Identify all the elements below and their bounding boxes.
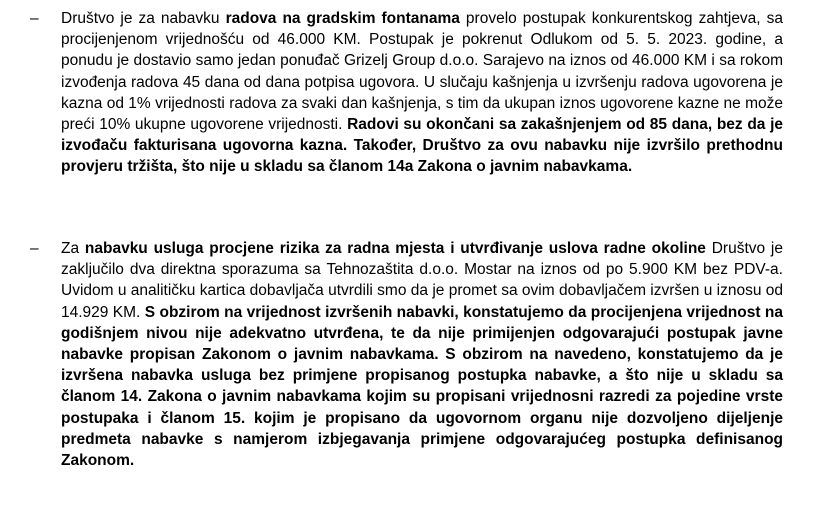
bullet-dash: – bbox=[30, 240, 39, 257]
bold-text-segment: radova na gradskim fontanama bbox=[225, 10, 460, 27]
bold-text-segment: nabavku usluga procjene rizika za radna mjesta i utvrđivanje uslova radne okoline bbox=[84, 240, 706, 257]
text-segment: Društvo je zaključilo dva direktna sporazuma sa Tehnozaštita d.o.o. Mostar na iznos od po 5.900 KM bez PDV-a. Uvidom u analitičku kartica dobavljača utvrdili smo da je promet sa ovim dobavljačem izvršen u iznosu od 14.929 KM. bbox=[61, 240, 783, 321]
paragraph-fountain-works bbox=[61, 8, 783, 178]
text-segment: Društvo je za nabavku bbox=[61, 10, 226, 27]
text-segment: Za bbox=[61, 240, 85, 257]
text-segment: provelo postupak konkurentskog zahtjeva, sa procijenjenom vrijednošću od 46.000 KM. Postupak je pokrenut Odlukom od 5. 5. 2023. godine, a ponudu je dostavio samo jedan ponuđač Grizelj Group d.o.o. Sarajevo na iznos od 46.000 KM i sa rokom izvođenja radova 45 dana od dana potpisa ugovora. U slučaju kašnjenja u izvršenju radova ugovorena je kazna od 1% vrijednosti radova za svaki dan kašnjenja, s tim da ukupan iznos ugovorene kazne ne može preći 10% ukupne ugovorene vrijednosti. bbox=[61, 10, 784, 134]
bullet-dash: – bbox=[30, 10, 39, 27]
paragraph-risk-assessment bbox=[61, 238, 783, 471]
bold-text-segment: S obzirom na vrijednost izvršenih nabavki, konstatujemo da procijenjena vrijednost na godišnjem nivou nije adekvatno utvrđena, te da nije primijenjen odgovarajući postupak javne nabavke propisan Zakonom o javnim nabavkama. S obzirom na navedeno, konstatujemo da je izvršena nabavka usluga bez primjene propisanog postupka nabavke, a što nije u skladu sa članom 14. Zakona o javnim nabavkama kojim su propisani vrijednosni razredi za pojedine vrste postupaka i članom 15. kojim je propisano da ugovornom organu nije dozvoljeno dijeljenje predmeta nabavke s namjerom izbjegavanja primjene odgovarajućeg postupka definisanog Zakonom. bbox=[61, 303, 783, 470]
bold-text-segment: Radovi su okončani sa zakašnjenjem od 85 dana, bez da je izvođaču fakturisana ugovorna kazna. Također, Društvo za ovu nabavku nije izvršilo prethodnu provjeru tržišta, što nije u skladu sa članom 14a Zakona o javnim nabavkama. bbox=[61, 116, 783, 176]
